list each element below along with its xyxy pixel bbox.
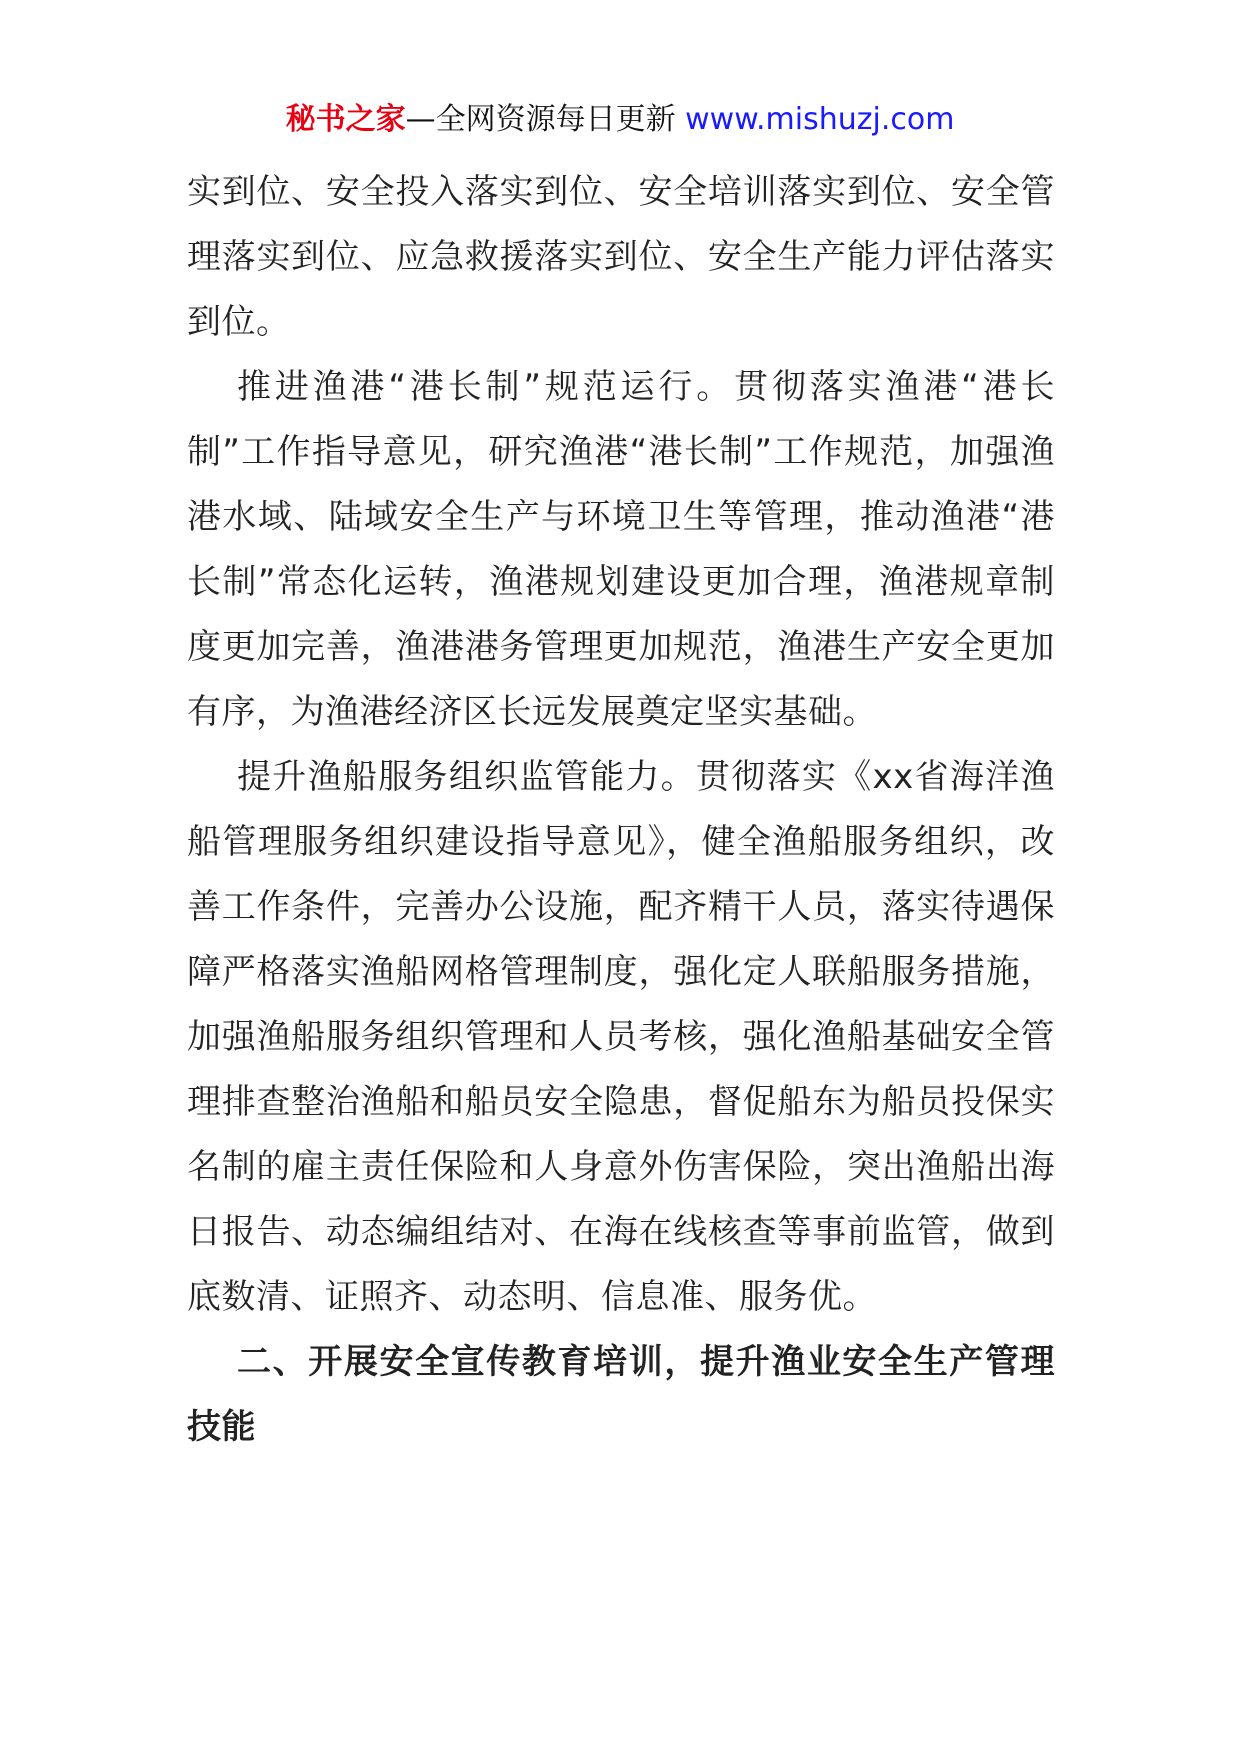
site-url-link[interactable]: www.mishuzj.com bbox=[685, 102, 955, 137]
site-slogan: —全网资源每日更新 bbox=[405, 102, 686, 137]
paragraph-continuation: 实到位、安全投入落实到位、安全培训落实到位、安全管理落实到位、应急救援落实到位、安全生产能力评估落实到位。 bbox=[187, 172, 1055, 342]
site-brand: 秘书之家 bbox=[285, 102, 406, 137]
document-body bbox=[187, 160, 1055, 1460]
paragraph-fishing-vessel-service: 提升渔船服务组织监管能力。贯彻落实《xx省海洋渔船管理服务组织建设指导意见》，健全渔船服务组织，改善工作条件，完善办公设施，配齐精干人员，落实待遇保障严格落实渔船网格管理制度，强化定人联船服务措施，加强渔船服务组织管理和人员考核，强化渔船基础安全管理排查整治渔船和船员安全隐患，督促船东为船员投保实名制的雇主责任保险和人身意外伤害保险，突出渔船出海日报告、动态编组结对、在海在线核查等事前监管，做到底数清、证照齐、动态明、信息准、服务优。 bbox=[187, 757, 1055, 1317]
site-header bbox=[0, 98, 1240, 142]
paragraph-port-chief-system: 推进渔港“港长制”规范运行。贯彻落实渔港“港长制”工作指导意见，研究渔港“港长制”工作规范，加强渔港水域、陆域安全生产与环境卫生等管理，推动渔港“港长制”常态化运转，渔港规划建设更加合理，渔港规章制度更加完善，渔港港务管理更加规范，渔港生产安全更加有序，为渔港经济区长远发展奠定坚实基础。 bbox=[187, 367, 1055, 732]
section-heading: 二、开展安全宣传教育培训，提升渔业安全生产管理技能 bbox=[187, 1342, 1055, 1447]
